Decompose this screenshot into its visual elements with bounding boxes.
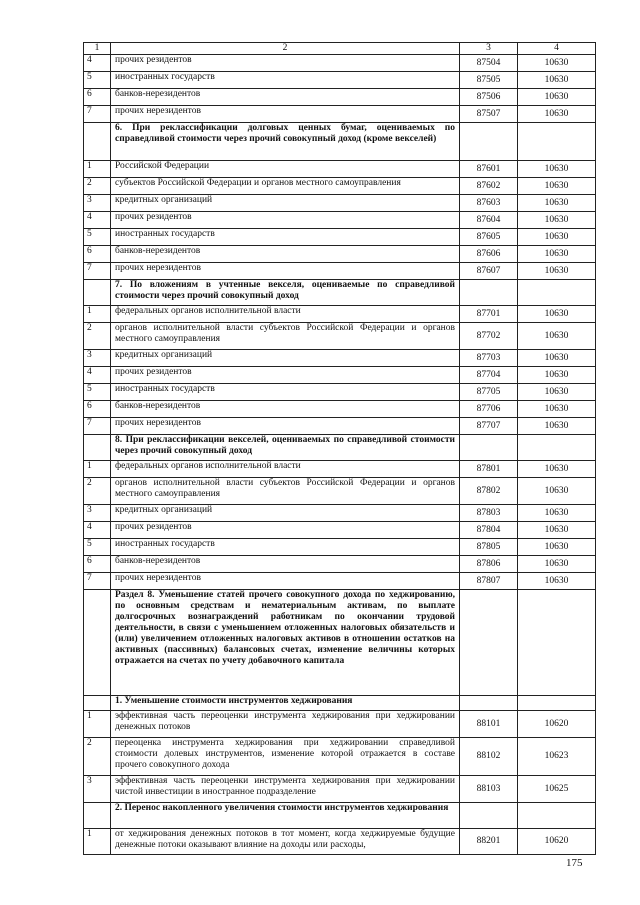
symbol-code: 10630: [518, 89, 596, 106]
row-description: Российской Федерации: [111, 161, 460, 178]
symbol-code: [518, 590, 596, 696]
row-number: 4: [84, 367, 111, 384]
symbol-code: [518, 280, 596, 306]
account-code: 87505: [460, 72, 518, 89]
row-description: 7. По вложениям в учтенные векселя, оцениваемые по справедливой стоимости через прочий совокупный доход: [111, 280, 460, 306]
row-description: субъектов Российской Федерации и органов местного самоуправления: [111, 178, 460, 195]
account-code: 87504: [460, 55, 518, 72]
account-code: 87806: [460, 556, 518, 573]
table-row: [84, 401, 596, 418]
account-code: [460, 280, 518, 306]
row-description: иностранных государств: [111, 384, 460, 401]
accounts-table: [83, 42, 596, 855]
row-description: органов исполнительной власти субъектов Российской Федерации и органов местного самоуправления: [111, 478, 460, 505]
table-row: [84, 55, 596, 72]
table-row: [84, 539, 596, 556]
row-number: 4: [84, 522, 111, 539]
page-number: 175: [566, 857, 583, 869]
table-row: [84, 776, 596, 803]
account-code: [460, 435, 518, 461]
table-row: [84, 89, 596, 106]
symbol-code: 10630: [518, 539, 596, 556]
section-heading-row: [84, 590, 596, 696]
account-code: 87807: [460, 573, 518, 590]
row-description: эффективная часть переоценки инструмента хеджирования при хеджировании чистой инвестиции в иностранное подразделение: [111, 776, 460, 803]
symbol-code: 10630: [518, 522, 596, 539]
row-description: кредитных организаций: [111, 505, 460, 522]
account-code: 88103: [460, 776, 518, 803]
row-description: 8. При реклассификации векселей, оцениваемых по справедливой стоимости через прочий совокупный доход: [111, 435, 460, 461]
account-code: 87703: [460, 350, 518, 367]
symbol-code: 10630: [518, 246, 596, 263]
table-row: [84, 323, 596, 350]
row-number: 1: [84, 306, 111, 323]
row-description: прочих резидентов: [111, 212, 460, 229]
symbol-code: 10623: [518, 738, 596, 776]
row-number: [84, 280, 111, 306]
table-row: [84, 178, 596, 195]
symbol-code: 10630: [518, 323, 596, 350]
symbol-code: 10630: [518, 55, 596, 72]
symbol-code: 10630: [518, 306, 596, 323]
row-description: иностранных государств: [111, 72, 460, 89]
row-number: 1: [84, 711, 111, 738]
account-code: 87805: [460, 539, 518, 556]
account-code: 88201: [460, 829, 518, 855]
row-description: прочих нерезидентов: [111, 106, 460, 123]
row-number: 1: [84, 161, 111, 178]
table-row: [84, 72, 596, 89]
row-number: 3: [84, 350, 111, 367]
header-col-3: 3: [460, 43, 518, 55]
symbol-code: 10630: [518, 384, 596, 401]
table-row: [84, 229, 596, 246]
row-description: эффективная часть переоценки инструмента хеджирования при хеджировании денежных потоков: [111, 711, 460, 738]
row-number: 2: [84, 323, 111, 350]
row-description: Раздел 8. Уменьшение статей прочего совокупного дохода по хеджированию, по основным средствам и нематериальным активам, по выплате долгосрочных вознаграждений работникам по окончании трудовой деятельности, в связи с уменьшением отложенных налоговых обязательств и (или) увеличением отложенных налоговых активов в отношении остатков на активных (пассивных) балансовых счетах, изменение величины которых отражается на счетах по учету добавочного капитала: [111, 590, 460, 696]
header-col-1: 1: [84, 43, 111, 55]
symbol-code: 10630: [518, 72, 596, 89]
row-number: 6: [84, 89, 111, 106]
row-number: 6: [84, 246, 111, 263]
row-description: прочих нерезидентов: [111, 418, 460, 435]
account-code: 88101: [460, 711, 518, 738]
account-code: 87601: [460, 161, 518, 178]
table-row: [84, 418, 596, 435]
table-row: [84, 505, 596, 522]
symbol-code: [518, 123, 596, 161]
symbol-code: 10630: [518, 401, 596, 418]
header-col-4: 4: [518, 43, 596, 55]
table-row: [84, 461, 596, 478]
row-number: 2: [84, 738, 111, 776]
row-number: 1: [84, 829, 111, 855]
row-number: 7: [84, 573, 111, 590]
header-col-2: 2: [111, 43, 460, 55]
account-code: 87706: [460, 401, 518, 418]
account-code: 88102: [460, 738, 518, 776]
document-page: [83, 42, 596, 855]
symbol-code: 10630: [518, 106, 596, 123]
symbol-code: 10630: [518, 556, 596, 573]
section-heading-row: [84, 696, 596, 711]
row-description: прочих резидентов: [111, 367, 460, 384]
symbol-code: 10620: [518, 829, 596, 855]
account-code: 87704: [460, 367, 518, 384]
account-code: 87802: [460, 478, 518, 505]
table-body: [84, 43, 596, 855]
row-number: [84, 803, 111, 829]
symbol-code: [518, 803, 596, 829]
account-code: 87701: [460, 306, 518, 323]
account-code: [460, 123, 518, 161]
account-code: 87603: [460, 195, 518, 212]
row-number: 5: [84, 229, 111, 246]
account-code: 87803: [460, 505, 518, 522]
row-number: 4: [84, 55, 111, 72]
row-description: прочих нерезидентов: [111, 573, 460, 590]
row-description: банков-нерезидентов: [111, 556, 460, 573]
symbol-code: 10630: [518, 195, 596, 212]
table-row: [84, 522, 596, 539]
table-row: [84, 829, 596, 855]
account-code: 87507: [460, 106, 518, 123]
row-number: 5: [84, 384, 111, 401]
symbol-code: [518, 696, 596, 711]
row-number: [84, 590, 111, 696]
row-number: 3: [84, 195, 111, 212]
account-code: 87605: [460, 229, 518, 246]
symbol-code: 10630: [518, 505, 596, 522]
row-description: банков-нерезидентов: [111, 401, 460, 418]
symbol-code: [518, 435, 596, 461]
row-description: 6. При реклассификации долговых ценных бумаг, оцениваемых по справедливой стоимости через прочий совокупный доход (кроме векселей): [111, 123, 460, 161]
table-row: [84, 573, 596, 590]
row-number: 6: [84, 401, 111, 418]
row-number: 3: [84, 776, 111, 803]
account-code: 87604: [460, 212, 518, 229]
row-description: прочих нерезидентов: [111, 263, 460, 280]
symbol-code: 10620: [518, 711, 596, 738]
row-number: 4: [84, 212, 111, 229]
row-number: 6: [84, 556, 111, 573]
row-description: федеральных органов исполнительной власти: [111, 306, 460, 323]
symbol-code: 10630: [518, 478, 596, 505]
account-code: [460, 803, 518, 829]
account-code: 87804: [460, 522, 518, 539]
row-number: 7: [84, 418, 111, 435]
row-description: федеральных органов исполнительной власти: [111, 461, 460, 478]
row-number: 2: [84, 178, 111, 195]
symbol-code: 10630: [518, 178, 596, 195]
symbol-code: 10630: [518, 573, 596, 590]
section-heading-row: [84, 280, 596, 306]
row-description: прочих резидентов: [111, 522, 460, 539]
row-description: 2. Перенос накопленного увеличения стоимости инструментов хеджирования: [111, 803, 460, 829]
symbol-code: 10630: [518, 350, 596, 367]
account-code: 87506: [460, 89, 518, 106]
row-number: 5: [84, 72, 111, 89]
table-row: [84, 711, 596, 738]
row-description: кредитных организаций: [111, 195, 460, 212]
account-code: 87602: [460, 178, 518, 195]
table-row: [84, 246, 596, 263]
section-heading-row: [84, 435, 596, 461]
row-description: прочих резидентов: [111, 55, 460, 72]
row-number: [84, 696, 111, 711]
account-code: 87705: [460, 384, 518, 401]
row-number: [84, 435, 111, 461]
symbol-code: 10630: [518, 229, 596, 246]
row-description: органов исполнительной власти субъектов Российской Федерации и органов местного самоуправления: [111, 323, 460, 350]
account-code: 87801: [460, 461, 518, 478]
section-heading-row: [84, 803, 596, 829]
row-description: банков-нерезидентов: [111, 89, 460, 106]
table-row: [84, 306, 596, 323]
row-number: 5: [84, 539, 111, 556]
account-code: 87606: [460, 246, 518, 263]
table-row: [84, 350, 596, 367]
table-row: [84, 738, 596, 776]
symbol-code: 10625: [518, 776, 596, 803]
account-code: 87707: [460, 418, 518, 435]
symbol-code: 10630: [518, 161, 596, 178]
account-code: 87607: [460, 263, 518, 280]
table-row: [84, 478, 596, 505]
table-row: [84, 195, 596, 212]
section-heading-row: [84, 123, 596, 161]
row-number: 1: [84, 461, 111, 478]
table-row: [84, 263, 596, 280]
table-row: [84, 556, 596, 573]
symbol-code: 10630: [518, 418, 596, 435]
row-number: 3: [84, 505, 111, 522]
row-number: [84, 123, 111, 161]
table-row: [84, 212, 596, 229]
account-code: [460, 696, 518, 711]
row-description: от хеджирования денежных потоков в тот момент, когда хеджируемые будущие денежные потоки оказывают влияние на доходы или расходы,: [111, 829, 460, 855]
table-row: [84, 106, 596, 123]
symbol-code: 10630: [518, 212, 596, 229]
account-code: [460, 590, 518, 696]
table-row: [84, 367, 596, 384]
row-description: иностранных государств: [111, 539, 460, 556]
row-number: 7: [84, 106, 111, 123]
row-description: кредитных организаций: [111, 350, 460, 367]
row-number: 7: [84, 263, 111, 280]
symbol-code: 10630: [518, 367, 596, 384]
row-description: переоценка инструмента хеджирования при хеджировании справедливой стоимости долевых инструментов, изменение которой отражается в составе прочего совокупного дохода: [111, 738, 460, 776]
table-row: [84, 384, 596, 401]
symbol-code: 10630: [518, 461, 596, 478]
row-description: иностранных государств: [111, 229, 460, 246]
symbol-code: 10630: [518, 263, 596, 280]
account-code: 87702: [460, 323, 518, 350]
row-description: 1. Уменьшение стоимости инструментов хеджирования: [111, 696, 460, 711]
row-number: 2: [84, 478, 111, 505]
table-row: [84, 161, 596, 178]
row-description: банков-нерезидентов: [111, 246, 460, 263]
table-header-row: [84, 43, 596, 55]
